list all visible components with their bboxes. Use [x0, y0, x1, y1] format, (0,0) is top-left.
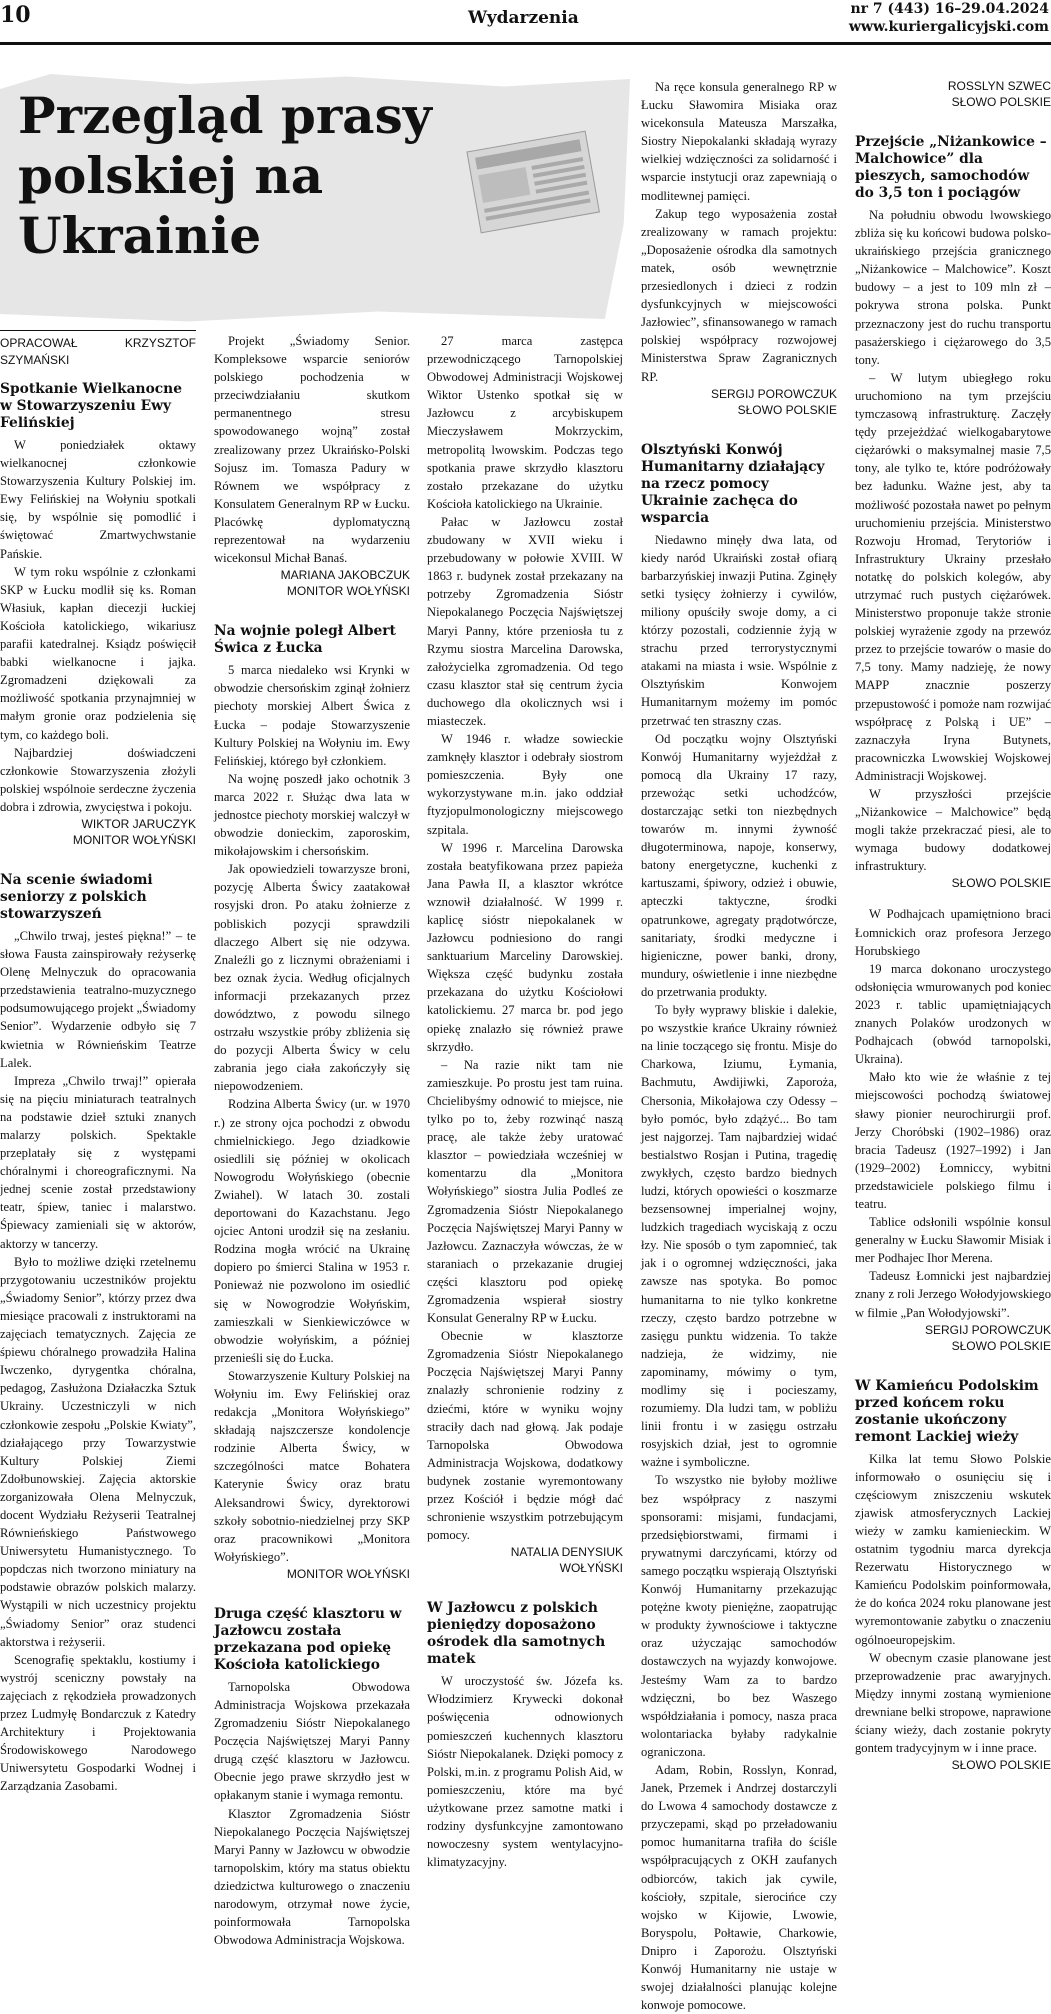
- article-paragraph: Od początku wojny Olsztyński Konwój Humanitarny wyjeżdżał z pomocą dla Ukrainy 17 razy, przewożąc setki uchodźców, dostarczając setki ton niezbędnych towarów m. innymi żywność długoterminowa, napoje, konserwy, batony energetyczne, kuchenki z kartuszami, śpiwory, odzież i obuwie, apteczki taktyczne, środki opatrunkowe, agregaty prądotwórcze, sanitariaty, środki medyczne i higieniczne, power banki, drony, mundury, oświetlenie i inne niezbędne do przetrwania produkty.: [641, 731, 837, 999]
- article-paragraph: W 1996 r. Marcelina Darowska została beatyfikowana przez papieża Jana Pawła II, a klasztor wkrótce wznowił działalność. W 1999 r. kaplicę sióstr niepokalanek w Jazłowcu podniesiono do rangi sanktuarium Marceliny Darowskiej. Większa część budynku została przekazana do użytku Kościołowi katolickiemu. 27 marca br. pod jego opiekę znalazło się również prawe skrzydło.: [427, 840, 623, 1054]
- article-paragraph: W Podhajcach upamiętniono braci Łomnickich oraz profesora Jerzego Horubskiego: [855, 907, 1051, 958]
- article-paragraph: Tablice odsłonili wspólnie konsul generalny w Łucku Sławomir Misiak i mer Podhajec Ihor Merena.: [855, 1215, 1051, 1266]
- article-paragraph: Scenografię spektaklu, kostiumy i wystrój sceniczny powstały na zajęciach z rękodzieła prowadzonych przez Ludmyłę Bondarczuk z Katedry Architektury i Projektowania Środowiskowego Narodowego Uniwersytetu Gospodarki Wodnej i Zarządzania Zasobami.: [0, 1652, 196, 1794]
- article-author: ROSSLYN SZWEC: [947, 79, 1051, 93]
- page-header: [0, 0, 1051, 46]
- article-paragraph: Tarnopolska Obwodowa Administracja Wojskowa przekazała Zgromadzeniu Sióstr Niepokalanego Poczęcia Najświętszej Maryi Panny drugą część klasztoru w Jazłowcu. Obecnie jego prawe skrzydło jest w opłakanym stanie i wymaga remontu.: [214, 1679, 410, 1803]
- header-rule: [0, 42, 1051, 45]
- article-headline: Przejście „Niżankowice – Malchowice” dla pieszych, samochodów do 3,5 ton i pociągów: [855, 134, 1047, 201]
- article-paragraph: – Na razie nikt tam nie zamieszkuje. Po prostu jest tam ruina. Chcielibyśmy odnowić to miejsce, nie tylko po to, żeby rozwinąć naszą pracę, ale także żeby uratować klasztor – powiedziała wcześniej w komentarzu dla „Monitora Wołyńskiego” siostra Julia Podleś ze Zgromadzenia Sióstr Niepokalanego Poczęcia Najświętszej Maryi Panny w Jazłowcu. Zaznaczyła wówczas, że w staraniach o przekazanie drugiej części klasztoru pod opiekę Zgromadzenia wspierał siostry Konsulat Generalny RP w Łucku.: [427, 1057, 623, 1326]
- article-author: SERGIJ POROWCZUK: [710, 386, 837, 401]
- article-paragraph: – W lutym ubiegłego roku uruchomiono na tym przejściu tymczasową infrastrukturę. Zaczęły tędy przejeżdżać wielkogabarytowe ciężarówki o maksymalnej masie 7,5 tony, ale tylko te, które podróżowały bez ładunku. Ważne jest, aby ta możliwość pozostała nawet po pełnym uruchomieniu przejścia. Ministerstwo Rozwoju Hromad, Terytoriów i Infrastruktury Ukrainy przesłało notatkę do polskich kolegów, aby utrzymać ruch pustych ciężarówek. Ministerstwo proponuje także stronie polskiej wyrażenie zgody na przewóz przez to przejście towarów o masie do 7,5 tony. Mamy nadzieję, że nowy MAPP znacznie poszerzy przepustowość i pomoże nam rozwijać współpracę z Polską i UE” – zaznaczyła Iryna Butynets, pracowniczka Lwowskiej Wojskowej Administracji Wojskowej.: [855, 370, 1051, 783]
- article-headline: Druga część klasztoru w Jazłowcu została przekazana pod opiekę Kościoła katolickiego: [214, 1605, 402, 1673]
- article-author: MARIANA JAKOBCZUK: [280, 568, 410, 583]
- column-4: [641, 78, 837, 2014]
- article-paragraph: Było to możliwe dzięki rzetelnemu przygotowaniu uczestników projektu „Świadomy Senior”, którzy przez dwa miesiące pracowali z instruktorami na zajęciach tematycznych. Zajęcia ze śpiewu chóralnego prowadziła Halina Iwczenko, dyrygentka chóralna, pedagog, Zasłużona Działaczka Sztuk Ukrainy. Uczestniczyli w nich członkowie zespołu „Polskie Kwiaty”, działającego przy Towarzystwie Kultury Polskiej Ziemi Zdołbunowskiej. Zajęcia aktorskie zorganizowała Olena Melnyczuk, docent Wydziału Reżyserii Teatralnej Równieńskiego Państwowego Uniwersytetu Humanistycznego. To popdczas nich tworzono miniatury na podstawie obrazów polskich malarzy. Wystąpili w nich uczestnicy projektu „Świadomy Senior” oraz studenci aktorstwa i reżyserii.: [0, 1254, 196, 1649]
- article-paragraph: 19 marca dokonano uroczystego odsłonięcia wmurowanych pod koniec 2023 r. tablic upamiętniających znanych Polaków urodzonych w Podhajcach (obwód tarnopolski, Ukraina).: [855, 961, 1051, 1067]
- article-source: SŁOWO POLSKIE: [951, 95, 1051, 109]
- issue-number: nr 7 (443) 16–29.04.2024: [850, 1, 1049, 17]
- article-source: MONITOR WOŁYŃSKI: [286, 584, 410, 599]
- article-paragraph: Niedawno minęły dwa lata, od kiedy naród Ukraiński został ofiarą barbarzyńskiej inwazji Putina. Zginęły setki tysięcy żołnierzy i cywilów, miliony opuściły swoje domy, a ci którzy pozostali, codziennie żyją w strachu przed terrorystycznymi atakami na miasta i wsie. Wspólnie z Olsztyńskim Konwojem Humanitarnym możemy im pomóc przetrwać ten straszny czas.: [641, 532, 837, 728]
- article-paragraph: W 1946 r. władze sowieckie zamknęły klasztor i odebrały siostrom pomieszczenia. Były one wykorzystywane m.in. jako oddział ftyzjopulmonologiczny miejscowego szpitala.: [427, 732, 623, 837]
- article-paragraph: Tadeusz Łomnicki jest najbardziej znany z roli Jerzego Wołodyjowskiego w filmie „Pan Wołodyjowski”.: [855, 1269, 1051, 1320]
- article-paragraph: Obecnie w klasztorze Zgromadzenia Sióstr Niepokalanego Poczęcia Najświętszej Maryi Panny znalazły schronienie rodziny z dziećmi, które w wyniku wojny straciły dach nad głową. Jak podaje Tarnopolska Obwodowa Administracja Wojskowa, dodatkowy budynek zostanie wyremontowany przez Kościół i będzie mógł dać schronienie wszystkim potrzebującym pomocy.: [427, 1329, 623, 1543]
- article-paragraph: Pałac w Jazłowcu został zbudowany w XVII wieku i przebudowany w połowie XVIII. W 1863 r. budynek został przekazany na potrzeby Zgromadzenia Sióstr Niepokalanego Poczęcia Najświętszej Maryi Panny, które przeniosła tu z Rzymu siostra Marcelina Darowska, założycielka zgromadzenia. Od tego czasu klasztor stał się centrum życia duchowego dla okolicznych wsi i miasteczek.: [427, 514, 623, 728]
- article-author: NATALIA DENYSIUK: [510, 1545, 623, 1560]
- article-paragraph: „Chwilo trwaj, jesteś piękna!” – te słowa Fausta zainspirowały reżyserkę Olenę Melnyczuk do opracowania przedstawienia teatralno-muzycznego podsumowującego projekt „Świadomy Senior”. Wydarzenie odbyło się 7 kwietnia w Równieńskim Teatrze Lalek.: [0, 928, 196, 1070]
- article-paragraph: W tym roku wspólnie z członkami SKP w Łucku modlił się ks. Roman Własiuk, kapłan diecezji łuckiej Kościoła katolickiego, wikariusz parafii katedralnej. Ksiądz poświęcił babki wielkanocne i jajka. Zgromadzeni dziękowali za możliwość spotkania przynajmniej w małym gronie oraz podzielenia się tym, co każdego boli.: [0, 564, 196, 742]
- article-paragraph: W obecnym czasie planowane jest przeprowadzenie prac awaryjnych. Między innymi zostaną wymienione drewniane belki stropowe, naprawione ściany wieży, dach zostanie pokryty gontem tradycyjnym w i inne prace.: [855, 1650, 1051, 1756]
- column-3: [427, 332, 623, 1871]
- article-headline: Na wojnie poległ Albert Świca z Łucka: [214, 623, 396, 657]
- article-paragraph: 5 marca niedaleko wsi Krynki w obwodzie chersońskim zginął żołnierz piechoty morskiej Albert Świca z Łucka – podaje Stowarzyszenie Kultury Polskiej na Wołyniu im. Ewy Felińskiej, którego był członkiem.: [214, 663, 410, 768]
- column-2: [214, 332, 410, 1949]
- article-paragraph: 27 marca zastępca przewodniczącego Tarnopolskiej Obwodowej Administracji Wojskowej Wiktor Ustenko spotkał się w Jazłowcu z arcybiskupem Mieczysławem Mokrzyckim, metropolitą lwowskim. Podczas tego spotkania prawe skrzydło klasztoru zostało przekazane do użytku Kościoła katolickiego na Ukrainie.: [427, 334, 623, 511]
- column-1: [0, 330, 196, 1795]
- article-paragraph: Impreza „Chwilo trwaj!” opierała się na pięciu miniaturach teatralnych na podstawie dzieł sztuki znanych malarzy polskich. Spektakle przeplatały się z występami chóralnymi i choreograficznymi. Na jednej scenie został przedstawiony teatr, śpiew, taniec i malarstwo. Śpiewacy zamieniali się w aktorów, aktorzy w tancerzy.: [0, 1073, 196, 1251]
- article-author: WIKTOR JARUCZYK: [81, 816, 196, 831]
- article-source: MONITOR WOŁYŃSKI: [72, 832, 196, 847]
- article-author: SERGIJ POROWCZUK: [924, 1322, 1051, 1337]
- article-paragraph: W przyszłości przejście „Niżankowice – Malchowice” będą mogli także przekraczać piesi, ale to wymaga budowy dodatkowej infrastruktury.: [855, 787, 1051, 874]
- article-paragraph: To wszystko nie byłoby możliwe bez współpracy z naszymi sponsorami: misjami, fundacjami, przedsiębiorstwami, firmami i prywatnymi darczyńcami, którzy od samego początku wspierają Olsztyński Konwój Humanitarny przekazując potężne kwoty pieniężne, zaopatrując w produkty żywnościowe i taktyczne oraz użyczając samochodów dostawczych na wyjazdy konwojowe. Jesteśmy Wam za to bardzo wdzięczni, bo bez Waszego współdziałania i pomocy, nasza praca wolontariacka byłaby radykalnie ograniczona.: [641, 1473, 837, 1759]
- article-paragraph: Na południu obwodu lwowskiego zbliża się ku końcowi budowa polsko-ukraińskiego przejścia granicznego „Niżankowice – Malchowice”. Koszt budowy – a jest to 109 mln zł – pokrywa strona polska. Punkt przeznaczony jest do ruchu transportu pasażerskiego i ciężarowego do 3,5 tony.: [855, 208, 1051, 367]
- article-paragraph: Najbardziej doświadczeni członkowie Stowarzyszenia złożyli polskiej wspólnoie serdeczne życzenia dobra i zdrowia, zwycięstwa i pokoju.: [0, 745, 196, 814]
- article-headline: Olsztyński Konwój Humanitarny działający na rzecz pomocy Ukrainie zachęca do wsparcia: [641, 441, 825, 526]
- article-source: SŁOWO POLSKIE: [737, 402, 837, 417]
- article-source: SŁOWO POLSKIE: [951, 876, 1051, 891]
- article-source: MONITOR WOŁYŃSKI: [286, 1566, 410, 1581]
- article-paragraph: W uroczystość św. Józefa ks. Włodzimierz Krywecki dokonał poświęcenia odnowionych pomieszczeń kuchennych klasztoru Sióstr Niepokalanek. Dzięki pomocy z Polski, m.in. z programu Polish Aid, w pomieszczeniu, które ma być użytkowane przez samotne matki i rodziny dysfunkcyjne zamontowano nowoczesny system wentylacyjno-klimatyzacyjny.: [427, 1674, 623, 1870]
- issue-info: [849, 0, 1049, 36]
- page-title: Przegląd prasy polskiej na Ukrainie: [18, 86, 432, 265]
- article-headline: W Jazłowcu z polskich pieniędzy doposażono ośrodek dla samotnych matek: [427, 1600, 606, 1668]
- article-paragraph: Klasztor Zgromadzenia Sióstr Niepokalanego Poczęcia Najświętszej Maryi Panny w Jazłowcu w obwodzie tarnopolskim, który ma status obiektu dziedzictwa kulturowego o znaczeniu narodowym, otrzymał nowe życie, poinformowała Tarnopolska Obwodowa Administracja Wojskowa.: [214, 1806, 410, 1948]
- article-headline: Na scenie świadomi seniorzy z polskich stowarzyszeń: [0, 871, 153, 922]
- article-source: SŁOWO POLSKIE: [951, 1338, 1051, 1353]
- byline: OPRACOWAŁ KRZYSZTOF SZYMAŃSKI: [0, 330, 196, 369]
- section-title: Wydarzenia: [468, 8, 579, 28]
- article-paragraph: Mało kto wie że właśnie z tej miejscowości pochodzą światowej sławy pionier neurochirurgii prof. Jerzy Chorόbski (1902–1986) oraz bracia Tadeusz (1927–1992) i Jan (1929–2002) Łomniccy, wybitni przedstawiciele polskiego filmu i teatru.: [855, 1070, 1051, 1211]
- article-paragraph: Adam, Robin, Rosslyn, Konrad, Janek, Przemek i Andrzej dostarczyli do Lwowa 4 samochody dostawcze z przyczepami, skąd po przeładowaniu pomoc humanitarna trafiła do ściśle współpracujących z OKH zaufanych odbiorców, takich jak cywile, kościoły, szpitale, sierocińce czy wojsko w Kijowie, Lwowie, Boryspolu, Połtawie, Charkowie, Dnipro i Zaporożu. Olsztyński Konwój Humanitarny nie ustaje w swojej działalności planując kolejne konwoje pomocowe.: [641, 1762, 837, 2013]
- article-paragraph: Zakup tego wyposażenia został zrealizowany w ramach projektu: „Doposażenie ośrodka dla samotnych matek, osób wewnętrznie przesiedlonych i dzieci z rodzin dysfunkcyjnych w miejscowości Jazłowiec”, sfinansowanego w ramach polskiej współpracy rozwojowej Ministerstwa Spraw Zagranicznych RP.: [641, 206, 837, 384]
- article-paragraph: Na wojnę poszedł jako ochotnik 3 marca 2022 r. Służąc dwa lata w jednostce piechoty morskiej walczył w obwodzie donieckim, zaporoskim, mikołajowskim i chersońskim.: [214, 771, 410, 859]
- article-paragraph: Na ręce konsula generalnego RP w Łucku Sławomira Misiaka oraz wicekonsula Mateusza Marszałka, Siostry Niepokalanki składają wyrazy wielkiej wdzięczności za solidarność i wsparcie instytucji oraz zapewniają o modlitewnej pamięci.: [641, 80, 837, 203]
- article-paragraph: Stowarzyszenie Kultury Polskiej na Wołyniu im. Ewy Felińskiej oraz redakcja „Monitora Wołyńskiego” składają najszczersze kondolencje rodzinie Alberta Świcy, w szczególności matce Bohatera Katerynie Świcy oraz bratu Aleksandrowi Świcy, dyrektorowi szkoły sobotnio-niedzielnej przy SKP oraz pracownikowi „Monitora Wołyńskiego”.: [214, 1368, 410, 1564]
- article-paragraph: To były wyprawy bliskie i dalekie, po wszystkie krańce Ukrainy również na linie toczącego się frontu. Misje do Charkowa, Iziumu, Łymania, Bachmutu, Awdijiwki, Zaporoża, Chersonia, Mikołajowa czy Odessy – było pomóc, było zdążyć... Bo tam jest najgorzej. Tam najbardziej widać bestialstwo Rosjan i Putina, tragedię zwykłych, często bardzo biednych ludzi, których opowieści o koszmarze bezsensownej imperialnej wojny, ludzkich tragediach wyciskają z oczu łzy. Nie sposób o tym zapomnieć, tak jak i o ogromnej wdzięczności, jaka zawsze nas spotyka. Bo pomoc humanitarna to nie tylko konkretne rzeczy, często bardzo potrzebne w zasięgu punktu widzenia. To także nadzieja, że widzimy, nie zapominamy, mówimy o tym, modlimy się i pocieszamy, rozumiemy. Dla ludzi tam, w pobliżu linii frontu i w zasięgu ostrzału rosyjskich dział, jest to ogromnie ważne i symboliczne.: [641, 1003, 837, 1470]
- article-paragraph: Projekt „Świadomy Senior. Kompleksowe wsparcie seniorów polskiego pochodzenia w przeciwdziałaniu skutkom permanentnego stresu spowodowanego wojną” został zrealizowany przez Ukraińsko-Polski Sojusz im. Tomasza Padury w Równem we współpracy z Konsulatem Generalnym RP w Łucku. Placówkę dyplomatyczną reprezentował na wydarzeniu wicekonsul Michał Banaś.: [214, 334, 410, 566]
- article-headline: Spotkanie Wielkanocne w Stowarzyszeniu Ewy Felińskiej: [0, 381, 182, 431]
- article-source: SŁOWO POLSKIE: [951, 1758, 1051, 1773]
- article-paragraph: Kilka lat temu Słowo Polskie informowało o osunięciu się i częściowym zniszczeniu wskutek zjawisk atmosferycznych Lackiej wieży w zamku kamienieckim. W ostatnim tygodniu marca dyrekcja Rezerwatu Historycznego w Kamieńcu Podolskim poinformowała, że do końca 2024 roku planowane jest wyremontowanie zabytku o znaczeniu ogólnoeuropejskim.: [855, 1451, 1051, 1647]
- article-headline: W Kamieńcu Podolskim przed końcem roku zostanie ukończony remont Lackiej wieży: [855, 1377, 1039, 1445]
- column-5: [855, 78, 1051, 1773]
- article-paragraph: Jak opowiedzieli towarzysze broni, pozycję Alberta Świcy zaatakował rosyjski dron. Po ataku żołnierze z pobliskich pozycji sprawdzili dlaczego Albert się nie odzywa. Znaleźli go z licznymi obrażeniami i bez oznak życia. Według oficjalnych informacji przekazanych przez dowództwo, z powodu silnego ostrzału wszystkie próby zbliżenia się do pozycji Alberta Świcy w celu zabrania jego ciała zakończyły się niepowodzeniem.: [214, 862, 410, 1094]
- newspaper-icon: [458, 126, 608, 236]
- article-paragraph: W poniedziałek oktawy wielkanocnej członkowie Stowarzyszenia Kultury Polskiej im. Ewy Felińskiej na Wołyniu spotkali się, by wspólnie się pomodlić i świętować Zmartwychwstanie Pańskie.: [0, 438, 196, 561]
- page-number: 10: [0, 2, 31, 28]
- article-paragraph: Rodzina Alberta Świcy (ur. w 1970 r.) ze strony ojca pochodzi z obwodu chmielnickiego. Jego dziadkowie osiedlili się później w okolicach Nowogrodu Wołyńskiego (obecnie Zwiahel). W latach 30. zostali deportowani do Kazachstanu. Jego ojciec Antoni urodził się na zesłaniu. Rodzina mogła wrócić na Ukrainę dopiero po śmierci Stalina w 1953 r. Ponieważ nie pozwolono im osiedlić się w Nowogrodzie Wołyńskim, zamieszkali w Sienkiewiczówce w obwodzie wołyńskim, a później przenieśli się do Łucka.: [214, 1097, 410, 1365]
- website-link[interactable]: www.kuriergalicyjski.com: [848, 19, 1049, 35]
- article-source: WOŁYŃSKI: [559, 1561, 623, 1576]
